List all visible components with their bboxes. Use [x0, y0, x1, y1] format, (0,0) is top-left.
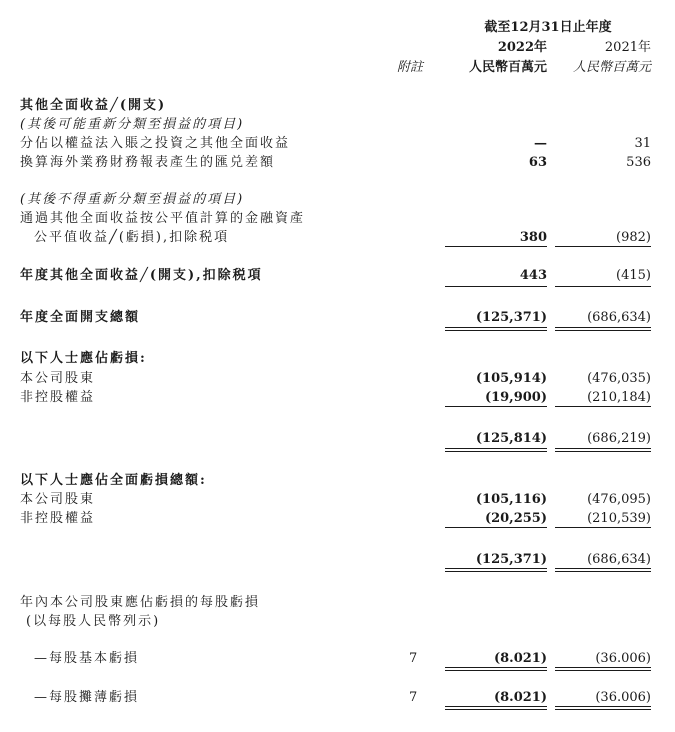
loss-owners-current: (105,914)	[475, 371, 547, 386]
loss-nci-current: (19,900)	[484, 390, 547, 405]
tci-attr-total-current: (125,371)	[475, 552, 547, 567]
year-prior-header: 2021年	[604, 40, 651, 55]
oci-total-current: 443	[519, 268, 547, 283]
eps-diluted-label: —每股攤薄虧損	[34, 690, 140, 705]
eps-basic-current: (8.021)	[493, 651, 547, 666]
tci-nci-label: 非控股權益	[20, 511, 96, 526]
double-rule	[555, 568, 651, 569]
double-rule	[555, 448, 651, 449]
double-rule	[555, 330, 651, 331]
double-rule	[555, 327, 651, 328]
tci-owners-prior: (476,095)	[587, 492, 651, 507]
double-rule	[445, 670, 547, 671]
rule	[555, 286, 651, 287]
tci-nci-prior: (210,539)	[587, 511, 651, 526]
loss-nci-label: 非控股權益	[20, 390, 96, 405]
fvoci-current: 380	[519, 230, 547, 245]
oci-total-label: 年度其他全面收益╱(開支),扣除税項	[20, 268, 263, 283]
fx-current: 63	[528, 155, 547, 170]
share-oci-current: —	[534, 136, 547, 151]
oci-section-title: 其他全面收益╱(開支)	[20, 98, 167, 113]
rule	[555, 406, 651, 407]
double-rule	[445, 568, 547, 569]
double-rule	[555, 709, 651, 710]
loss-owners-prior: (476,035)	[587, 371, 651, 386]
double-rule	[445, 706, 547, 707]
double-rule	[445, 327, 547, 328]
loss-owners-label: 本公司股東	[20, 371, 96, 386]
tci-owners-current: (105,116)	[475, 492, 547, 507]
fvoci-label-line2: 公平值收益╱(虧損),扣除税項	[34, 230, 230, 245]
rule	[445, 286, 547, 287]
fvoci-label-line1: 通過其他全面收益按公平值計算的金融資產	[20, 211, 306, 226]
year-current-header: 2022年	[497, 40, 547, 55]
tci-total-current: (125,371)	[475, 310, 547, 325]
tci-total-label: 年度全面開支總額	[20, 310, 141, 325]
eps-basic-label: —每股基本虧損	[34, 651, 140, 666]
double-rule	[445, 709, 547, 710]
fx-prior: 536	[626, 155, 651, 170]
double-rule	[445, 571, 547, 572]
loss-total-prior: (686,219)	[587, 431, 651, 446]
oci-total-prior: (415)	[616, 268, 651, 283]
loss-attr-title: 以下人士應佔虧損:	[20, 351, 147, 366]
share-oci-label: 分佔以權益法入賬之投資之其他全面收益	[20, 136, 291, 151]
no-reclass-subtitle: (其後不得重新分類至損益的項目)	[20, 192, 245, 207]
double-rule	[555, 667, 651, 668]
eps-basic-note: 7	[409, 651, 418, 666]
unit-prior-header: 人民幣百萬元	[572, 60, 651, 75]
fvoci-prior: (982)	[616, 230, 651, 245]
double-rule	[445, 451, 547, 452]
tci-attr-title: 以下人士應佔全面虧損總額:	[20, 473, 207, 488]
tci-nci-current: (20,255)	[484, 511, 547, 526]
eps-diluted-note: 7	[409, 690, 418, 705]
tci-attr-total-prior: (686,634)	[587, 552, 651, 567]
rule	[445, 406, 547, 407]
double-rule	[555, 670, 651, 671]
eps-diluted-prior: (36.006)	[595, 690, 651, 705]
rule	[445, 527, 547, 528]
double-rule	[555, 451, 651, 452]
note-column-header: 附註	[397, 60, 424, 75]
double-rule	[555, 706, 651, 707]
rule	[555, 246, 651, 247]
unit-current-header: 人民幣百萬元	[468, 60, 547, 75]
eps-title: 年內本公司股東應佔虧損的每股虧損	[20, 595, 261, 610]
loss-total-current: (125,814)	[475, 431, 547, 446]
reclass-subtitle: (其後可能重新分類至損益的項目)	[20, 117, 245, 132]
double-rule	[445, 448, 547, 449]
double-rule	[445, 667, 547, 668]
rule	[555, 527, 651, 528]
double-rule	[445, 330, 547, 331]
rule	[445, 246, 547, 247]
loss-nci-prior: (210,184)	[587, 390, 651, 405]
share-oci-prior: 31	[634, 136, 651, 151]
eps-subtitle: (以每股人民幣列示)	[26, 614, 161, 629]
eps-diluted-current: (8.021)	[493, 690, 547, 705]
period-header: 截至12月31日止年度	[484, 20, 612, 35]
tci-owners-label: 本公司股東	[20, 492, 96, 507]
tci-total-prior: (686,634)	[587, 310, 651, 325]
double-rule	[555, 571, 651, 572]
fx-label: 換算海外業務財務報表產生的匯兑差額	[20, 155, 276, 170]
eps-basic-prior: (36.006)	[595, 651, 651, 666]
